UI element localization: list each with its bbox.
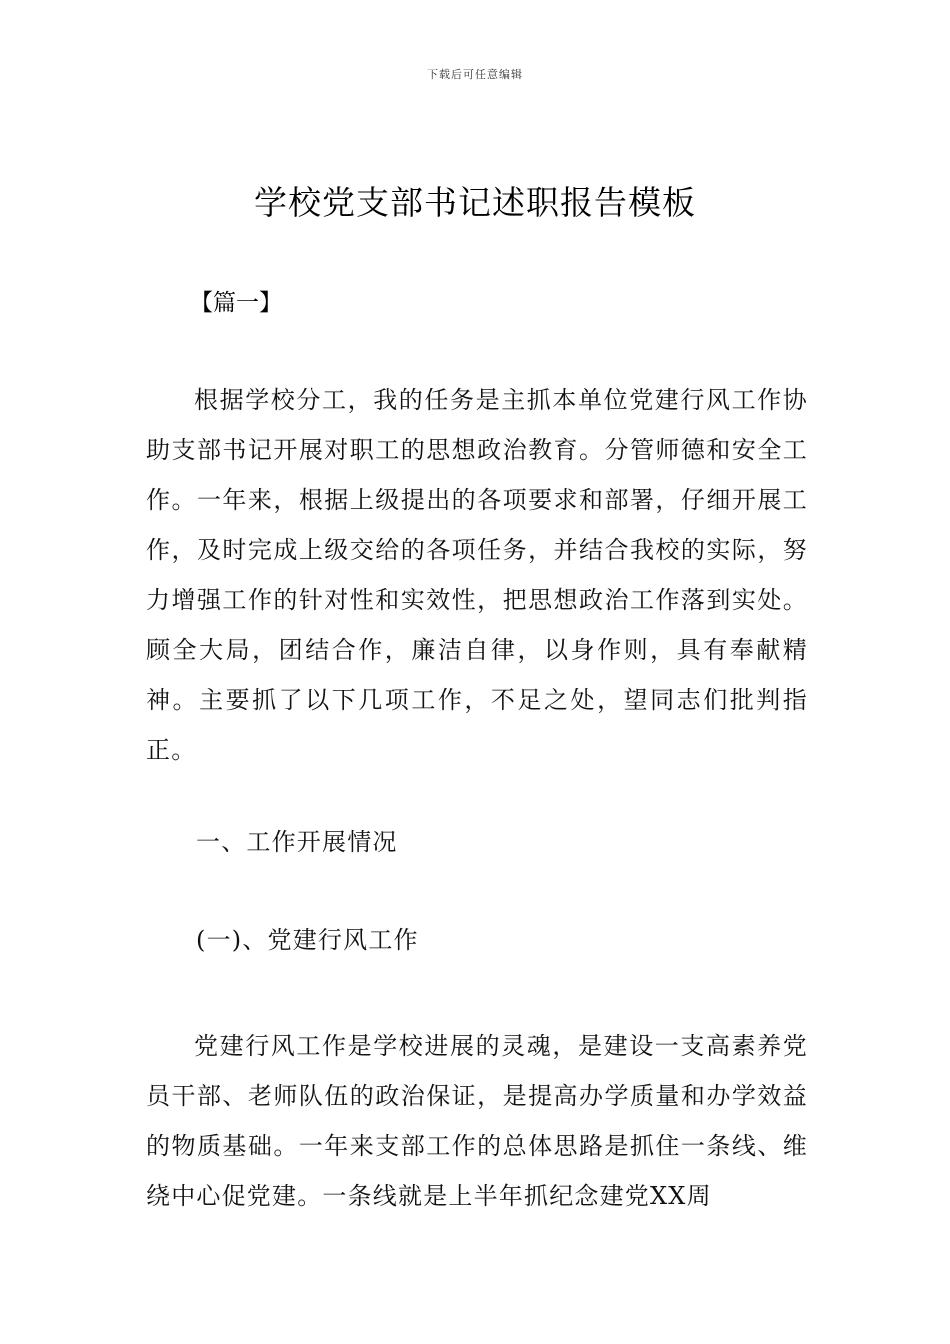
body-paragraph-1: 根据学校分工，我的任务是主抓本单位党建行风工作协助支部书记开展对职工的思想政治教育。分管师德和安全工作。一年来，根据上级提出的各项要求和部署，仔细开展工作，及时完成上级交给的各项任务，并结合我校的实际，努力增强工作的针对性和实效性，把思想政治工作落到实处。顾全大局，团结合作，廉洁自律，以身作则，具有奉献精神。主要抓了以下几项工作，不足之处，望同志们批判指正。 <box>146 386 808 764</box>
document-title: 学校党支部书记述职报告模板 <box>254 183 696 222</box>
subsection-heading-party-building: (一)、党建行风工作 <box>196 926 419 954</box>
section-heading-work-status: 一、工作开展情况 <box>196 828 398 856</box>
body-paragraph-2: 党建行风工作是学校进展的灵魂，是建设一支高素养党员干部、老师队伍的政治保证，是提高办学质量和办学效益的物质基础。一年来支部工作的总体思路是抓住一条线、维绕中心促党建。一条线就是上半年抓纪念建党XX周 <box>146 1032 808 1210</box>
section-label: 【篇一】 <box>190 290 282 316</box>
header-note: 下载后可任意编辑 <box>427 68 523 81</box>
